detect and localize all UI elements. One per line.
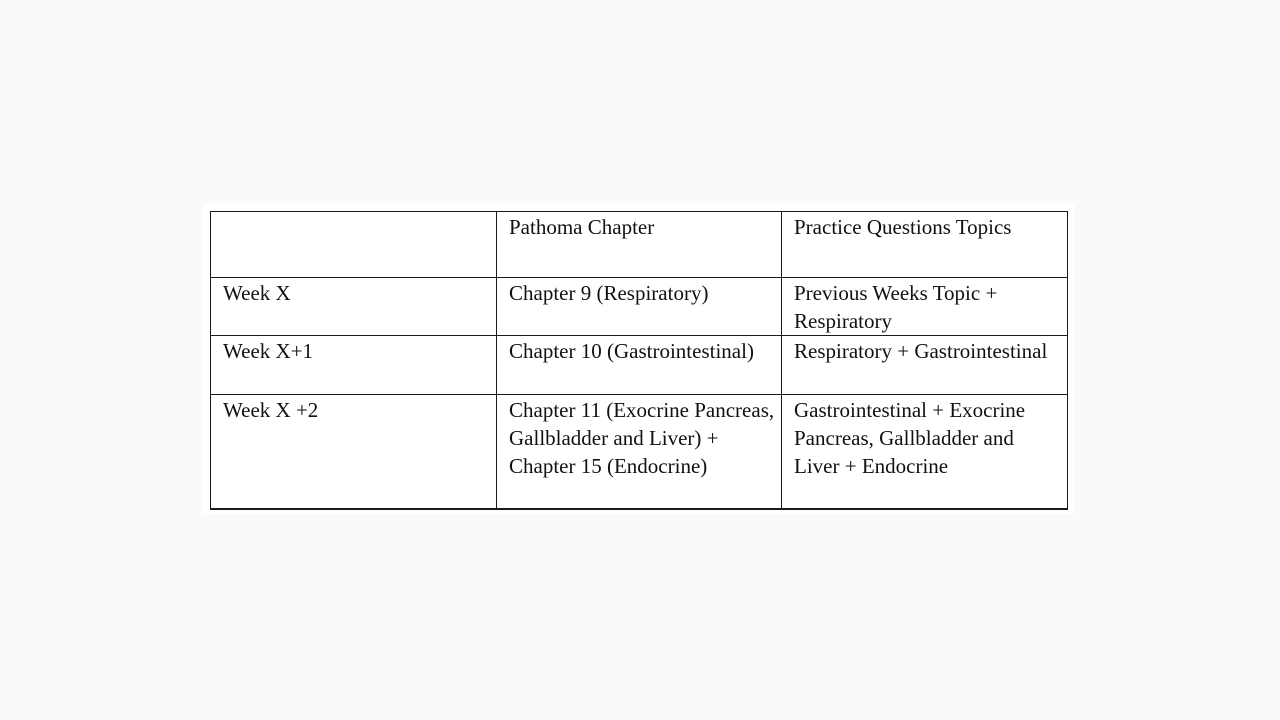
table-row [211, 278, 1068, 336]
week-cell: Week X +2 [211, 395, 497, 510]
topics-cell: Respiratory + Gastrointestinal [782, 336, 1068, 395]
topics-cell: Gastrointestinal + Exocrine Pancreas, Gallbladder and Liver + Endocrine [782, 395, 1068, 510]
header-cell-pathoma-chapter: Pathoma Chapter [497, 212, 782, 278]
table-card [203, 203, 1075, 514]
chapter-cell: Chapter 9 (Respiratory) [497, 278, 782, 336]
study-schedule-table [210, 211, 1068, 510]
chapter-cell: Chapter 10 (Gastrointestinal) [497, 336, 782, 395]
week-cell: Week X [211, 278, 497, 336]
week-cell: Week X+1 [211, 336, 497, 395]
chapter-cell: Chapter 11 (Exocrine Pancreas, Gallbladder and Liver) + Chapter 15 (Endocrine) [497, 395, 782, 510]
table-row [211, 336, 1068, 395]
topics-cell: Previous Weeks Topic + Respiratory [782, 278, 1068, 336]
table-header-row [211, 212, 1068, 278]
header-cell-practice-topics: Practice Questions Topics [782, 212, 1068, 278]
header-cell-empty [211, 212, 497, 278]
table-row [211, 395, 1068, 510]
